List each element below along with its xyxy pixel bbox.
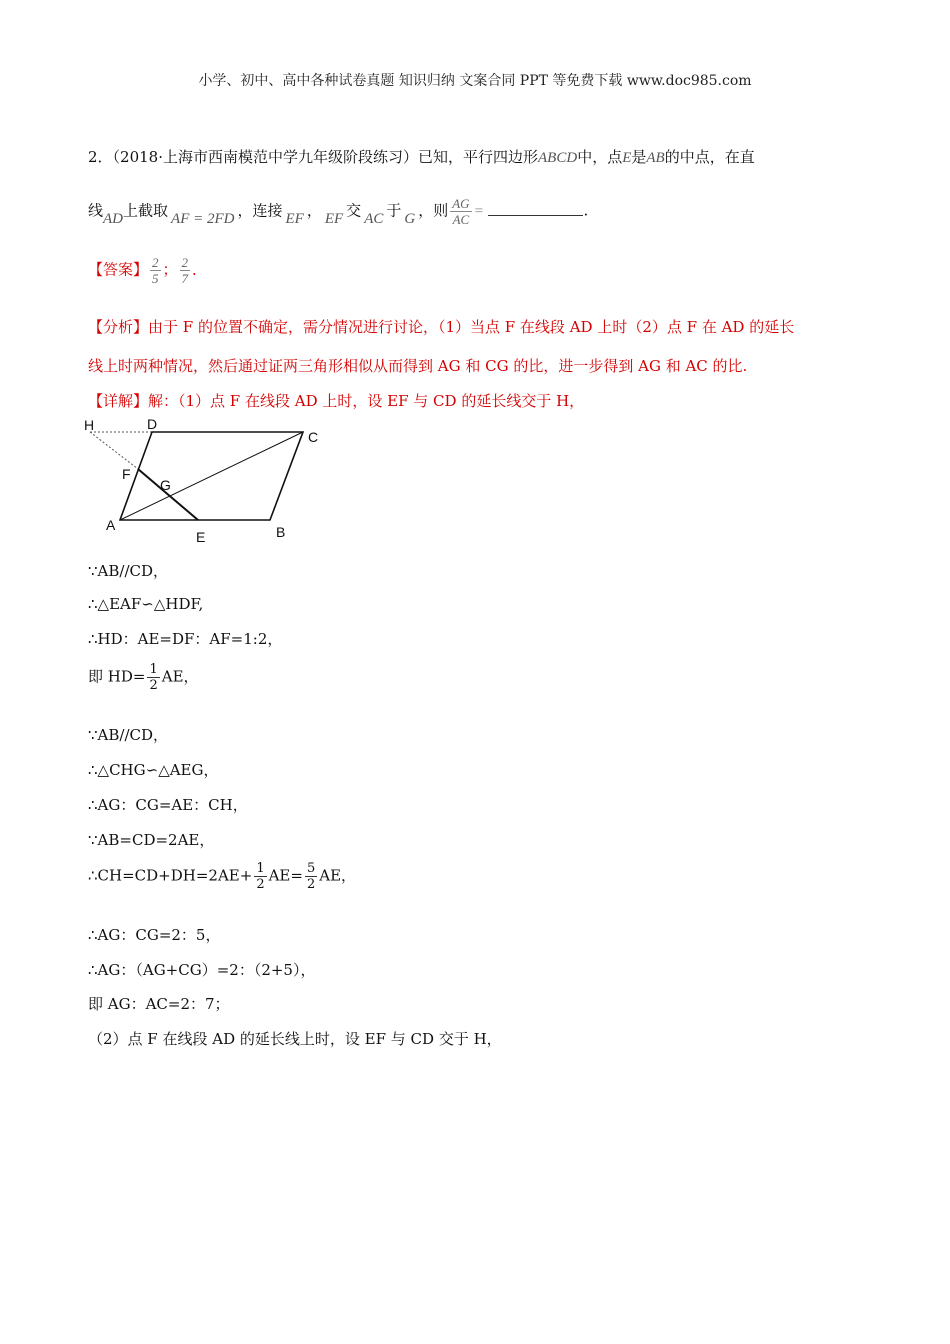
answer-blank	[488, 201, 583, 216]
step-7: ∴AG：CG=AE：CH，	[88, 796, 248, 814]
page-header: 小学、初中、高中各种试卷真题 知识归纳 文案合同 PPT 等免费下载 www.doc985.com	[198, 73, 752, 89]
step-text: AE=	[268, 866, 303, 885]
dashed-line-hf	[90, 432, 138, 469]
question-text: 线	[88, 201, 104, 220]
step-10: ∴AG：CG=2：5，	[88, 926, 221, 944]
label-c: C	[308, 429, 319, 445]
analysis-line-1: 【分析】由于 F 的位置不确定，需分情况进行讨论，（1）当点 F 在线段 AD 上时（2）点 F 在 AD 的延长	[88, 318, 795, 336]
math-ef: EF	[324, 210, 344, 227]
question-text: 的中点，在直	[664, 148, 755, 166]
answer-fraction-1	[150, 255, 161, 286]
question-line-2	[88, 196, 588, 227]
step-11: ∴AG：（AG+CG）=2：（2+5），	[88, 961, 316, 979]
step-text: 即 HD=	[88, 667, 146, 686]
step-text: ∴CH=CD+DH=2AE+	[88, 866, 253, 885]
step-12: 即 AG：AC=2：7；	[88, 995, 230, 1013]
step-text: AE，	[319, 866, 357, 885]
step-3: ∴HD：AE=DF：AF=1:2，	[88, 630, 283, 648]
step-5: ∵AB//CD，	[88, 726, 169, 744]
fraction-denominator: 2	[306, 877, 316, 892]
fraction-numerator: 1	[149, 662, 158, 677]
math-abcd: ABCD	[538, 150, 578, 166]
step-8: ∵AB=CD=2AE，	[88, 831, 215, 849]
answer-line	[88, 255, 207, 286]
answer-label: 【答案】	[88, 260, 149, 279]
math-af-2fd: AF = 2FD	[171, 210, 235, 227]
question-text: 于	[386, 201, 402, 220]
fraction-denominator: 5	[152, 271, 159, 286]
fraction-numerator: 2	[152, 255, 159, 270]
fraction-half	[254, 861, 266, 892]
label-h: H	[84, 417, 95, 433]
question-period: .	[583, 201, 589, 220]
fraction-denominator: 7	[181, 271, 189, 286]
math-g: G	[404, 210, 416, 227]
step-1: ∵AB//CD，	[88, 562, 169, 580]
label-f: F	[122, 466, 131, 482]
question-text: 是	[631, 148, 647, 166]
question-line-1	[88, 146, 755, 167]
fraction-denominator: AC	[452, 212, 470, 227]
answer-end: ．	[192, 260, 208, 279]
step-9	[88, 861, 356, 892]
fraction-numerator: AG	[452, 196, 470, 211]
answer-separator: ；	[162, 260, 178, 279]
question-text: 已知，平行四边形	[418, 148, 539, 166]
fraction-numerator: 1	[256, 861, 265, 876]
detail-line-1: 【详解】解：（1）点 F 在线段 AD 上时，设 EF 与 CD 的延长线交于 H，	[88, 392, 585, 410]
math-ad: AD	[103, 210, 124, 227]
question-text: ，则	[418, 201, 449, 220]
question-text: ，连接	[237, 201, 283, 220]
step-text: AE，	[161, 667, 199, 686]
label-d: D	[147, 416, 158, 432]
label-e: E	[196, 529, 206, 545]
label-b: B	[276, 524, 286, 540]
fraction-denominator: 2	[256, 877, 265, 892]
step-6: ∴△CHG∽△AEG，	[88, 761, 219, 779]
math-ac: AC	[364, 210, 384, 227]
fraction-numerator: 2	[181, 255, 189, 270]
fraction-five-halves	[305, 861, 317, 892]
question-text: 中，点	[577, 148, 623, 166]
equals-sign: =	[473, 203, 484, 220]
question-source: （2018·上海市西南模范中学九年级阶段练习）	[112, 148, 418, 166]
step-13: （2）点 F 在线段 AD 的延长线上时，设 EF 与 CD 交于 H，	[88, 1030, 502, 1048]
label-g: G	[160, 477, 171, 493]
step-4	[88, 662, 199, 693]
analysis-line-2: 线上时两种情况，然后通过证两三角形相似从而得到 AG 和 CG 的比，进一步得到 AG 和 AC 的比.	[88, 357, 748, 375]
fraction-numerator: 5	[306, 861, 316, 876]
parallelogram-figure	[80, 412, 340, 547]
math-e: E	[622, 150, 632, 166]
fraction-ag-ac	[450, 196, 471, 227]
step-2: ∴△EAF∽△HDF,	[88, 595, 204, 613]
answer-fraction-2	[180, 255, 191, 286]
math-ab: AB	[646, 150, 665, 166]
question-text: 交	[346, 201, 362, 220]
question-number: 2．	[88, 148, 113, 166]
question-text: 上截取	[123, 201, 169, 220]
label-a: A	[106, 517, 116, 533]
question-text: ，	[306, 201, 322, 220]
fraction-denominator: 2	[149, 678, 158, 693]
math-ef: EF	[285, 210, 304, 227]
fraction-half	[147, 662, 159, 693]
